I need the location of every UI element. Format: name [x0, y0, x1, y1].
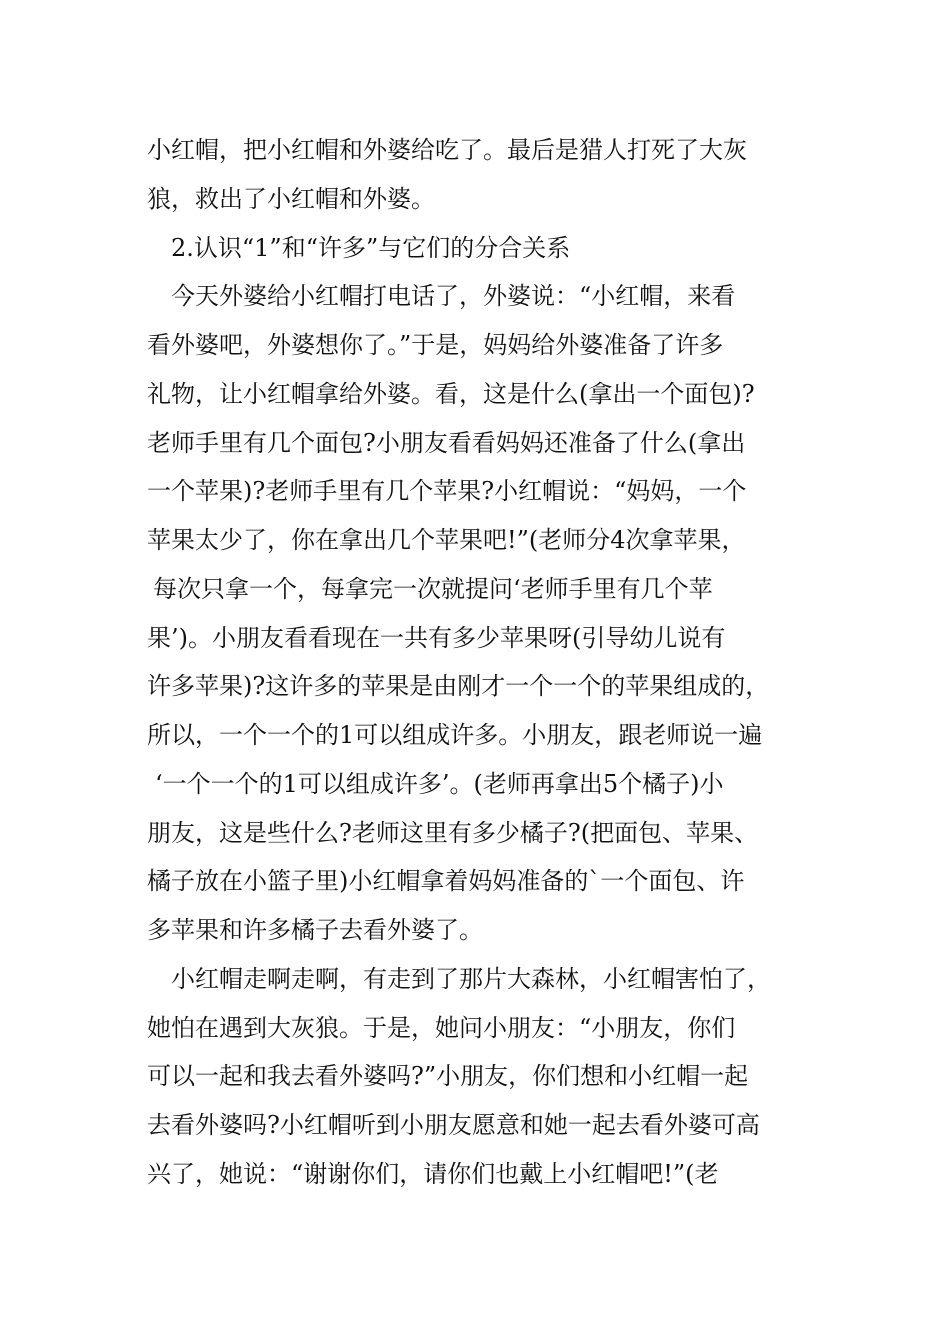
text-line: 苹果太少了，你在拿出几个苹果吧!”(老师分4次拿苹果， — [147, 526, 746, 554]
text-line: 许多苹果)?这许多的苹果是由刚才一个一个的苹果组成的， — [147, 672, 770, 701]
text-line: 一个苹果)?老师手里有几个苹果?小红帽说：“妈妈，一个 — [147, 477, 747, 506]
text-line: 狼，救出了小红帽和外婆。 — [147, 184, 435, 213]
text-line: 多苹果和许多橘子去看外婆了。 — [147, 916, 483, 944]
text-line: ‘一个一个的1可以组成许多’。(老师再拿出5个橘子)小 — [155, 769, 724, 798]
text-line: 小红帽，把小红帽和外婆给吃了。最后是猎人打死了大灰 — [147, 136, 747, 164]
text-line: 去看外婆吗?小红帽听到小朋友愿意和她一起去看外婆可高 — [147, 1111, 760, 1139]
text-line: 果’)。小朋友看看现在一共有多少苹果呀(引导幼儿说有 — [147, 623, 726, 652]
text-line: 看外婆吧，外婆想你了。”于是，妈妈给外婆准备了许多 — [147, 331, 724, 359]
section-heading: 2.认识“1”和“许多”与它们的分合关系 — [171, 233, 571, 262]
text-line: 兴了，她说：“谢谢你们，请你们也戴上小红帽吧!”(老 — [147, 1159, 719, 1188]
story-text — [147, 126, 827, 1199]
text-line: 每次只拿一个，每拿完一次就提问‘老师手里有几个苹 — [153, 574, 713, 603]
text-line: 今天外婆给小红帽打电话了，外婆说：“小红帽，来看 — [171, 282, 736, 311]
text-line: 所以，一个一个的1可以组成许多。小朋友，跟老师说一遍 — [147, 721, 763, 749]
text-line: 老师手里有几个面包?小朋友看看妈妈还准备了什么(拿出 — [147, 428, 746, 457]
text-line: 橘子放在小篮子里)小红帽拿着妈妈准备的`一个面包、许 — [147, 867, 745, 896]
text-line: 她怕在遇到大灰狼。于是，她问小朋友：“小朋友，你们 — [147, 1013, 736, 1042]
text-line: 小红帽走啊走啊，有走到了那片大森林，小红帽害怕了， — [171, 964, 771, 993]
text-line: 可以一起和我去看外婆吗?”小朋友，你们想和小红帽一起 — [147, 1062, 749, 1091]
text-line: 朋友，这是些什么?老师这里有多少橘子?(把面包、苹果、 — [147, 818, 759, 847]
text-line: 礼物，让小红帽拿给外婆。看，这是什么(拿出一个面包)? — [147, 379, 755, 408]
